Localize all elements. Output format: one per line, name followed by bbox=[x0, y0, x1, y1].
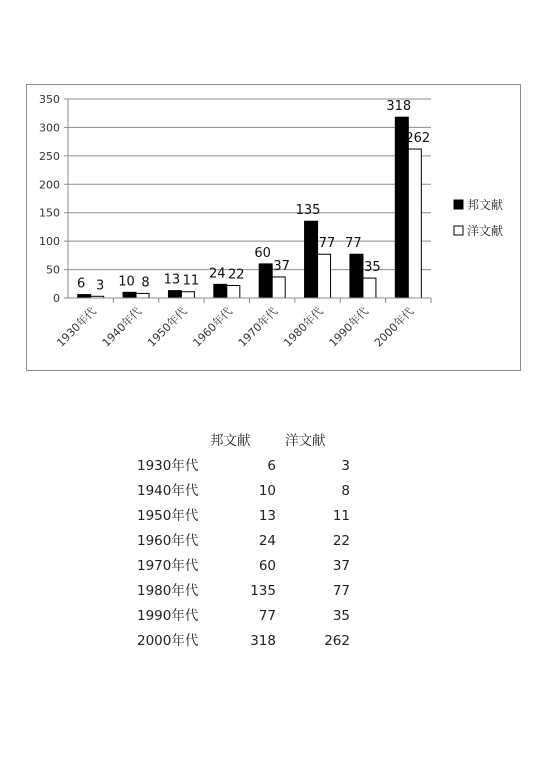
table-cell-foreign: 77 bbox=[332, 583, 350, 599]
legend-swatch bbox=[454, 226, 463, 235]
y-tick-label: 300 bbox=[39, 121, 60, 135]
table-cell-domestic: 77 bbox=[258, 608, 276, 624]
table-cell-foreign: 8 bbox=[341, 483, 350, 499]
table-row-label: 2000年代 bbox=[137, 633, 199, 649]
x-tick-label: 1990年代 bbox=[326, 304, 372, 350]
bar-foreign bbox=[363, 278, 376, 298]
bar-domestic bbox=[259, 264, 272, 298]
table-cell-foreign: 37 bbox=[332, 558, 350, 574]
y-tick-label: 0 bbox=[53, 292, 60, 305]
table-cell-foreign: 35 bbox=[332, 608, 350, 624]
table-cell-foreign: 262 bbox=[324, 633, 350, 649]
x-tick-label: 2000年代 bbox=[371, 304, 417, 350]
data-label-domestic: 135 bbox=[295, 203, 321, 219]
bar-domestic bbox=[78, 295, 91, 298]
table-row-label: 1990年代 bbox=[137, 608, 199, 624]
data-label-foreign: 22 bbox=[228, 267, 245, 283]
data-label-domestic: 318 bbox=[386, 99, 412, 115]
data-label-domestic: 10 bbox=[118, 274, 135, 290]
bar-foreign bbox=[318, 254, 331, 298]
data-label-domestic: 6 bbox=[77, 276, 86, 292]
table-header-domestic: 邦文献 bbox=[210, 433, 251, 449]
y-tick-label: 150 bbox=[39, 206, 60, 220]
table-cell-domestic: 60 bbox=[258, 558, 276, 574]
bar-foreign bbox=[272, 277, 285, 298]
legend-label: 洋文献 bbox=[467, 224, 504, 238]
bar-domestic bbox=[123, 292, 136, 298]
table-cell-foreign: 22 bbox=[332, 533, 350, 549]
x-tick-label: 1940年代 bbox=[99, 304, 145, 350]
y-tick-label: 100 bbox=[39, 235, 60, 249]
legend-label: 邦文献 bbox=[467, 198, 504, 212]
bar-domestic bbox=[350, 254, 363, 298]
bar-domestic bbox=[168, 291, 181, 298]
y-tick-label: 200 bbox=[39, 178, 60, 192]
table-row-label: 1940年代 bbox=[137, 483, 199, 499]
y-tick-label: 50 bbox=[46, 263, 60, 277]
x-tick-label: 1950年代 bbox=[145, 304, 190, 350]
data-label-foreign: 37 bbox=[273, 258, 290, 274]
table-cell-domestic: 13 bbox=[258, 508, 276, 524]
bar-domestic bbox=[214, 284, 227, 298]
bar-domestic bbox=[305, 221, 318, 298]
data-label-foreign: 8 bbox=[141, 275, 150, 291]
data-label-domestic: 13 bbox=[163, 272, 181, 288]
table-cell-foreign: 3 bbox=[341, 458, 350, 474]
table-row-label: 1930年代 bbox=[137, 458, 199, 474]
data-label-foreign: 262 bbox=[405, 131, 431, 147]
data-label-foreign: 77 bbox=[318, 236, 336, 252]
table-row-label: 1950年代 bbox=[137, 508, 199, 524]
legend-swatch bbox=[454, 200, 463, 209]
table-header-foreign: 洋文献 bbox=[285, 433, 326, 449]
y-tick-label: 350 bbox=[39, 93, 60, 106]
bar-foreign bbox=[408, 149, 421, 298]
x-tick-label: 1960年代 bbox=[190, 304, 235, 350]
data-label-domestic: 77 bbox=[345, 236, 362, 252]
table-cell-foreign: 11 bbox=[332, 508, 350, 524]
x-tick-label: 1980年代 bbox=[281, 304, 326, 350]
chart-frame bbox=[26, 84, 521, 371]
data-label-domestic: 24 bbox=[209, 266, 226, 282]
data-label-foreign: 3 bbox=[96, 278, 105, 294]
table-row-label: 1960年代 bbox=[137, 533, 199, 549]
bar-foreign bbox=[227, 285, 240, 298]
y-tick-label: 250 bbox=[39, 149, 60, 163]
table-cell-domestic: 135 bbox=[250, 583, 276, 599]
table-cell-domestic: 318 bbox=[250, 633, 276, 649]
data-label-foreign: 35 bbox=[364, 260, 381, 276]
data-label-domestic: 60 bbox=[254, 245, 271, 261]
table-cell-domestic: 6 bbox=[267, 458, 276, 474]
bar-chart bbox=[27, 85, 522, 372]
table-row-label: 1970年代 bbox=[137, 558, 199, 574]
x-tick-label: 1930年代 bbox=[54, 304, 99, 350]
table-cell-domestic: 24 bbox=[258, 533, 276, 549]
x-tick-label: 1970年代 bbox=[235, 304, 281, 350]
table-cell-domestic: 10 bbox=[258, 483, 276, 499]
bar-foreign bbox=[181, 292, 194, 298]
data-label-foreign: 11 bbox=[182, 273, 200, 289]
table-row-label: 1980年代 bbox=[137, 583, 199, 599]
bar-foreign bbox=[136, 293, 149, 298]
